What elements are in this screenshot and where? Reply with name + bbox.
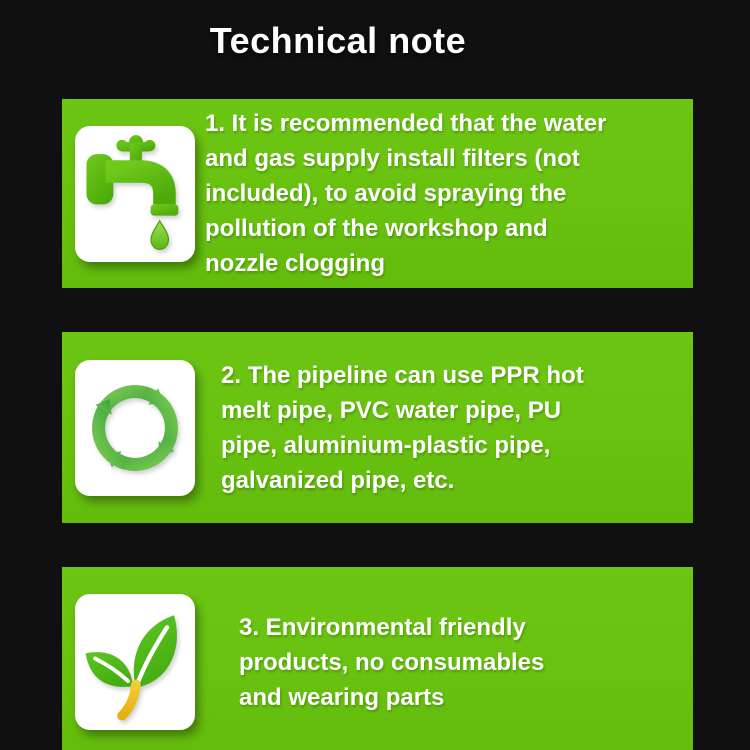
sprout-icon	[83, 603, 187, 721]
note-2-line: melt pipe, PVC water pipe, PU	[221, 396, 562, 424]
recycle-icon	[83, 376, 187, 480]
note-1-line: pollution of the workshop and	[205, 215, 548, 242]
note-2-line: galvanized pipe, etc.	[221, 466, 455, 494]
note-1-line: included), to avoid spraying the	[205, 180, 567, 207]
note-text-2	[221, 358, 584, 498]
note-card-3	[62, 567, 693, 750]
note-3-line: and wearing parts	[239, 683, 445, 711]
note-3-line: products, no consumables	[239, 648, 545, 676]
note-1-line: and gas supply install filters (not	[205, 145, 580, 172]
sprout-icon-box	[75, 594, 195, 730]
note-text-1	[205, 106, 606, 281]
page-title: Technical note	[209, 20, 467, 61]
recycle-icon-box	[75, 360, 195, 496]
note-card-2	[62, 332, 693, 523]
note-card-1	[62, 99, 693, 288]
faucet-icon-box	[75, 126, 195, 262]
note-2-line: 2. The pipeline can use PPR hot	[221, 361, 584, 389]
note-1-line: nozzle clogging	[205, 250, 385, 277]
note-text-3	[239, 610, 544, 715]
note-2-line: pipe, aluminium-plastic pipe,	[221, 431, 551, 459]
note-3-line: 3. Environmental friendly	[239, 613, 526, 641]
note-1-line: 1. It is recommended that the water	[205, 110, 607, 137]
faucet-icon	[83, 134, 187, 254]
